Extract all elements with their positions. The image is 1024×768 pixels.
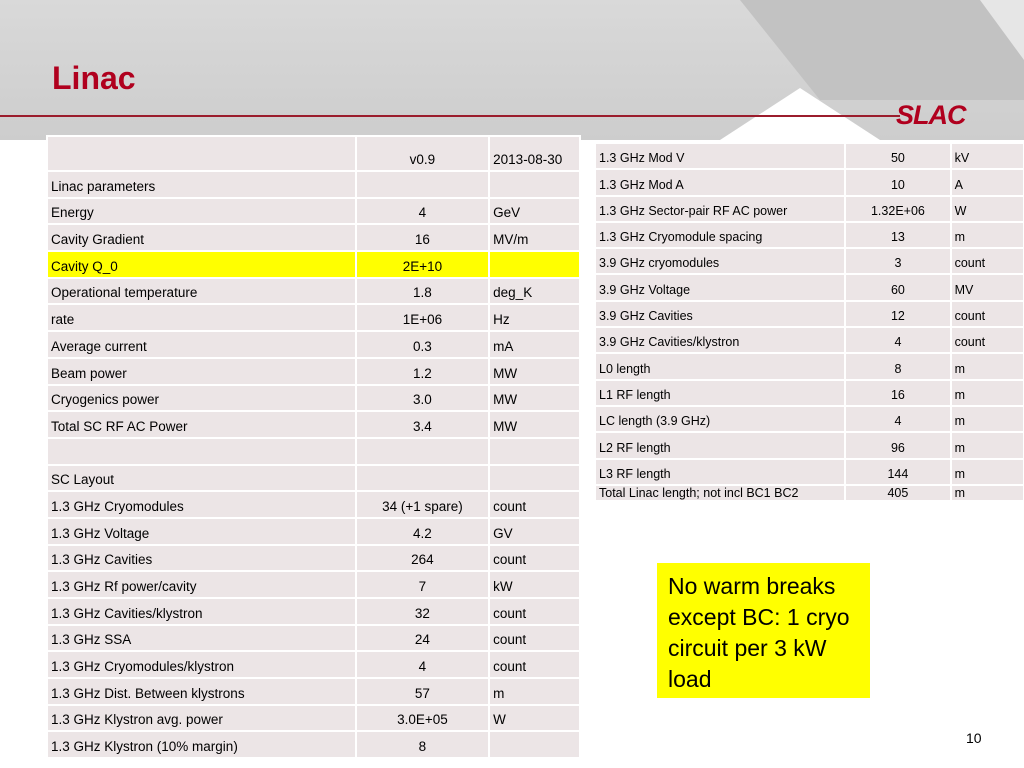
unit-cell: count	[489, 491, 580, 518]
unit-cell: count	[951, 301, 1024, 327]
param-name-cell: SC Layout	[47, 465, 356, 492]
note-box: No warm breaks except BC: 1 cryo circuit per 3 kW load	[657, 563, 870, 698]
param-name-cell: LC length (3.9 GHz)	[595, 406, 845, 432]
unit-cell: MV	[951, 274, 1024, 300]
value-cell: 3	[845, 248, 950, 274]
table-row	[595, 248, 1024, 274]
unit-cell: W	[951, 196, 1024, 222]
param-name-cell: 1.3 GHz Cavities	[47, 545, 356, 572]
value-cell: 8	[356, 731, 489, 758]
unit-cell: A	[951, 169, 1024, 195]
unit-cell: MV/m	[489, 224, 580, 251]
value-cell	[356, 171, 489, 198]
unit-cell: m	[951, 222, 1024, 248]
param-name-cell: rate	[47, 304, 356, 331]
unit-cell: m	[951, 353, 1024, 379]
value-cell: 3.0	[356, 385, 489, 412]
param-name-cell	[47, 438, 356, 465]
slac-logo: SLAC	[896, 100, 966, 130]
unit-cell: count	[489, 651, 580, 678]
unit-cell: count	[951, 248, 1024, 274]
value-cell: 1.8	[356, 278, 489, 305]
param-name-cell: 1.3 GHz Mod A	[595, 169, 845, 195]
value-cell: 1E+06	[356, 304, 489, 331]
table-row	[47, 598, 580, 625]
param-name-cell: L3 RF length	[595, 459, 845, 485]
unit-cell: count	[489, 545, 580, 572]
table-row	[47, 465, 580, 492]
value-cell: 4	[356, 198, 489, 225]
param-name-cell: 1.3 GHz Klystron avg. power	[47, 705, 356, 732]
param-name-cell: Energy	[47, 198, 356, 225]
unit-cell: count	[489, 598, 580, 625]
header-band	[0, 0, 1024, 140]
param-name-cell: 1.3 GHz Mod V	[595, 143, 845, 169]
table-row	[47, 224, 580, 251]
table-row	[595, 459, 1024, 485]
value-cell: 8	[845, 353, 950, 379]
param-name-cell: Cavity Gradient	[47, 224, 356, 251]
value-cell: 32	[356, 598, 489, 625]
unit-cell: m	[951, 406, 1024, 432]
table-row	[47, 385, 580, 412]
table-row	[595, 432, 1024, 458]
value-cell: 16	[845, 380, 950, 406]
unit-cell: count	[951, 327, 1024, 353]
header-cell: 2013-08-30	[489, 136, 580, 171]
table-row	[47, 731, 580, 758]
table-row	[47, 198, 580, 225]
param-name-cell: Operational temperature	[47, 278, 356, 305]
unit-cell	[489, 171, 580, 198]
value-cell: 13	[845, 222, 950, 248]
param-name-cell: 1.3 GHz Cryomodules	[47, 491, 356, 518]
unit-cell: kV	[951, 143, 1024, 169]
unit-cell: Hz	[489, 304, 580, 331]
value-cell: 264	[356, 545, 489, 572]
param-name-cell: Total SC RF AC Power	[47, 411, 356, 438]
value-cell: 1.32E+06	[845, 196, 950, 222]
value-cell: 50	[845, 143, 950, 169]
table-row	[47, 304, 580, 331]
title-rule	[0, 115, 900, 117]
unit-cell: GeV	[489, 198, 580, 225]
unit-cell: GV	[489, 518, 580, 545]
table-row	[595, 222, 1024, 248]
unit-cell: kW	[489, 571, 580, 598]
header-cell	[47, 136, 356, 171]
param-name-cell: 3.9 GHz cryomodules	[595, 248, 845, 274]
param-name-cell: Beam power	[47, 358, 356, 385]
table-row	[47, 545, 580, 572]
value-cell: 3.4	[356, 411, 489, 438]
value-cell: 2E+10	[356, 251, 489, 278]
table-row	[47, 411, 580, 438]
unit-cell	[489, 438, 580, 465]
param-name-cell: 1.3 GHz Rf power/cavity	[47, 571, 356, 598]
table-row	[595, 380, 1024, 406]
value-cell: 60	[845, 274, 950, 300]
value-cell: 10	[845, 169, 950, 195]
param-name-cell: Cavity Q_0	[47, 251, 356, 278]
param-name-cell: 1.3 GHz Cryomodules/klystron	[47, 651, 356, 678]
unit-cell: m	[951, 432, 1024, 458]
rf-parameters-table	[594, 142, 1024, 502]
linac-parameters-table	[46, 135, 581, 759]
param-name-cell: 1.3 GHz SSA	[47, 625, 356, 652]
param-name-cell: Total Linac length; not incl BC1 BC2	[595, 485, 845, 501]
table-row	[47, 651, 580, 678]
value-cell: 12	[845, 301, 950, 327]
value-cell: 34 (+1 spare)	[356, 491, 489, 518]
value-cell: 4	[845, 406, 950, 432]
table-row	[47, 251, 580, 278]
unit-cell: W	[489, 705, 580, 732]
table-row	[47, 571, 580, 598]
param-name-cell: 3.9 GHz Cavities	[595, 301, 845, 327]
value-cell	[356, 438, 489, 465]
param-name-cell: 3.9 GHz Cavities/klystron	[595, 327, 845, 353]
param-name-cell: 1.3 GHz Klystron (10% margin)	[47, 731, 356, 758]
table-row	[47, 171, 580, 198]
unit-cell: MW	[489, 411, 580, 438]
unit-cell	[489, 251, 580, 278]
value-cell	[356, 465, 489, 492]
unit-cell	[489, 731, 580, 758]
unit-cell: m	[951, 380, 1024, 406]
unit-cell: m	[951, 485, 1024, 501]
param-name-cell: 1.3 GHz Cryomodule spacing	[595, 222, 845, 248]
table-row	[47, 278, 580, 305]
unit-cell: mA	[489, 331, 580, 358]
value-cell: 0.3	[356, 331, 489, 358]
param-name-cell: 3.9 GHz Voltage	[595, 274, 845, 300]
slide-title: Linac	[52, 60, 136, 96]
value-cell: 3.0E+05	[356, 705, 489, 732]
table-header-row	[47, 136, 580, 171]
value-cell: 57	[356, 678, 489, 705]
param-name-cell: L2 RF length	[595, 432, 845, 458]
param-name-cell: 1.3 GHz Voltage	[47, 518, 356, 545]
value-cell: 405	[845, 485, 950, 501]
value-cell: 96	[845, 432, 950, 458]
page-number: 10	[966, 730, 982, 746]
value-cell: 1.2	[356, 358, 489, 385]
table-row	[47, 331, 580, 358]
unit-cell	[489, 465, 580, 492]
table-row	[595, 196, 1024, 222]
param-name-cell: Linac parameters	[47, 171, 356, 198]
table-row	[47, 678, 580, 705]
table-row	[595, 353, 1024, 379]
table-row	[595, 301, 1024, 327]
unit-cell: deg_K	[489, 278, 580, 305]
param-name-cell: L0 length	[595, 353, 845, 379]
value-cell: 4	[845, 327, 950, 353]
unit-cell: count	[489, 625, 580, 652]
unit-cell: MW	[489, 358, 580, 385]
param-name-cell: 1.3 GHz Cavities/klystron	[47, 598, 356, 625]
table-row	[595, 169, 1024, 195]
param-name-cell: 1.3 GHz Dist. Between klystrons	[47, 678, 356, 705]
value-cell: 4	[356, 651, 489, 678]
value-cell: 16	[356, 224, 489, 251]
param-name-cell: Average current	[47, 331, 356, 358]
header-decoration	[0, 0, 1024, 140]
unit-cell: m	[489, 678, 580, 705]
table-row	[47, 705, 580, 732]
unit-cell: MW	[489, 385, 580, 412]
header-cell: v0.9	[356, 136, 489, 171]
value-cell: 7	[356, 571, 489, 598]
table-row	[47, 358, 580, 385]
param-name-cell: 1.3 GHz Sector-pair RF AC power	[595, 196, 845, 222]
unit-cell: m	[951, 459, 1024, 485]
value-cell: 24	[356, 625, 489, 652]
table-row	[47, 625, 580, 652]
table-row	[595, 485, 1024, 501]
table-row	[595, 274, 1024, 300]
table-row	[47, 491, 580, 518]
table-row	[595, 327, 1024, 353]
value-cell: 144	[845, 459, 950, 485]
param-name-cell: Cryogenics power	[47, 385, 356, 412]
table-row	[47, 438, 580, 465]
value-cell: 4.2	[356, 518, 489, 545]
param-name-cell: L1 RF length	[595, 380, 845, 406]
table-row	[595, 143, 1024, 169]
table-row	[595, 406, 1024, 432]
table-row	[47, 518, 580, 545]
